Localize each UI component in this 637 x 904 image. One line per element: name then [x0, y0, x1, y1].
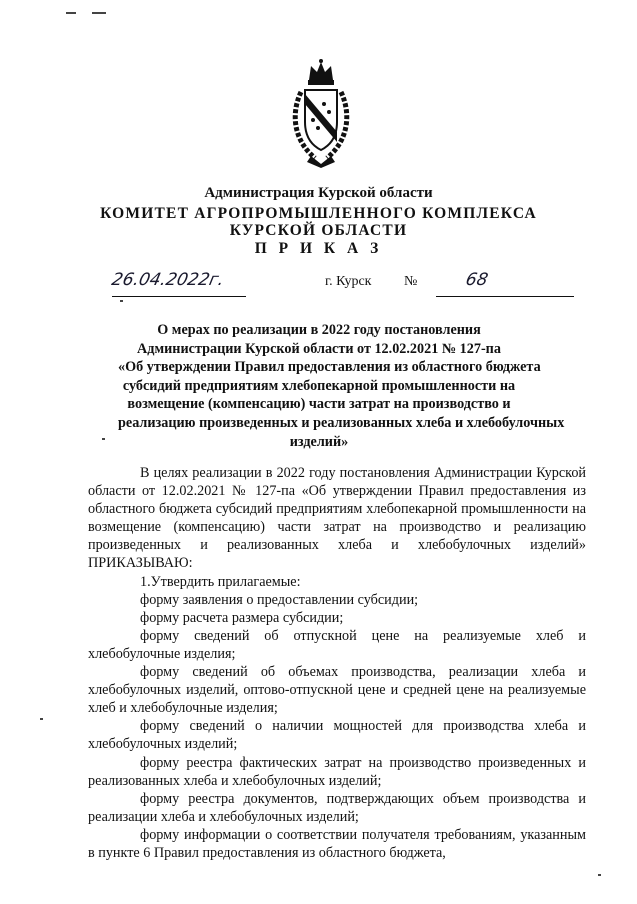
order-number-sign: №: [404, 274, 418, 289]
title-line: изделий»: [289, 433, 349, 450]
body-paragraph: форму сведений об объемах производства, реализации хлеба и хлебобулочных изделий, оптово-отпускной цене и средней цене на реализуемые хлеб и хлебобулочные изделия;: [88, 664, 586, 717]
title-line: О мерах по реализации в 2022 году постановления: [157, 322, 481, 338]
order-date-handwritten: 26.04.2022г.: [109, 270, 226, 290]
administration-name: Администрация Курской области: [204, 185, 433, 201]
scan-speck: [102, 438, 105, 440]
order-city: г. Курск: [325, 274, 372, 289]
region-name: КУРСКОЙ ОБЛАСТИ: [229, 222, 408, 239]
title-line: субсидий предприятиям хлебопекарной промышленности на: [122, 377, 516, 394]
scan-speck: [598, 874, 601, 876]
body-paragraph: В целях реализации в 2022 году постановления Администрации Курской области от 12.02.2021 № 127-па «Об утверждении Правил предоставления из областного бюджета субсидий предприятиям хлебопекарной промышленности на возмещение (компенсацию) части затрат на производство и реализацию произведенных и реализованных хлеба и хлебобулочных изделий» ПРИКАЗЫВАЮ:: [88, 465, 586, 572]
committee-name: КОМИТЕТ АГРОПРОМЫШЛЕННОГО КОМПЛЕКСА: [100, 205, 537, 222]
document-body: [88, 464, 586, 862]
body-paragraph: форму сведений об отпускной цене на реализуемые хлеб и хлебобулочные изделия;: [88, 627, 586, 662]
body-paragraph: форму заявления о предоставлении субсидии;: [140, 591, 419, 608]
order-number-handwritten: 68: [463, 270, 490, 290]
order-date: [109, 270, 246, 297]
title-line: возмещение (компенсацию) части затрат на производство и: [127, 396, 511, 413]
body-paragraph: форму информации о соответствии получателя требованиям, указанным в пункте 6 Правил предоставления из областного бюджета,: [88, 826, 586, 861]
body-paragraph: форму сведений о наличии мощностей для производства хлеба и хлебобулочных изделий;: [88, 718, 586, 753]
scan-speck: [120, 300, 123, 302]
title-line: «Об утверждении Правил предоставления из областного бюджета: [118, 359, 541, 376]
document-title: [118, 321, 565, 451]
scan-speck: [40, 718, 43, 720]
document-type: П Р И К А З: [254, 240, 383, 257]
body-paragraph: форму реестра документов, подтверждающих объем производства и реализации хлеба и хлебобулочных изделий;: [88, 790, 586, 825]
order-number: [436, 270, 574, 297]
scan-speck: [66, 12, 76, 14]
scan-speck: [92, 12, 106, 14]
body-paragraph: 1.Утвердить прилагаемые:: [140, 573, 301, 590]
title-line: реализацию произведенных и реализованных хлеба и хлебобулочных: [118, 414, 565, 431]
coat-of-arms-icon: [291, 58, 351, 170]
body-paragraph: форму расчета размера субсидии;: [140, 609, 344, 626]
body-paragraph: форму реестра фактических затрат на производство произведенных и реализованных хлеба и хлебобулочных изделий;: [88, 754, 586, 789]
title-line: Администрации Курской области от 12.02.2021 № 127-па: [137, 340, 501, 357]
